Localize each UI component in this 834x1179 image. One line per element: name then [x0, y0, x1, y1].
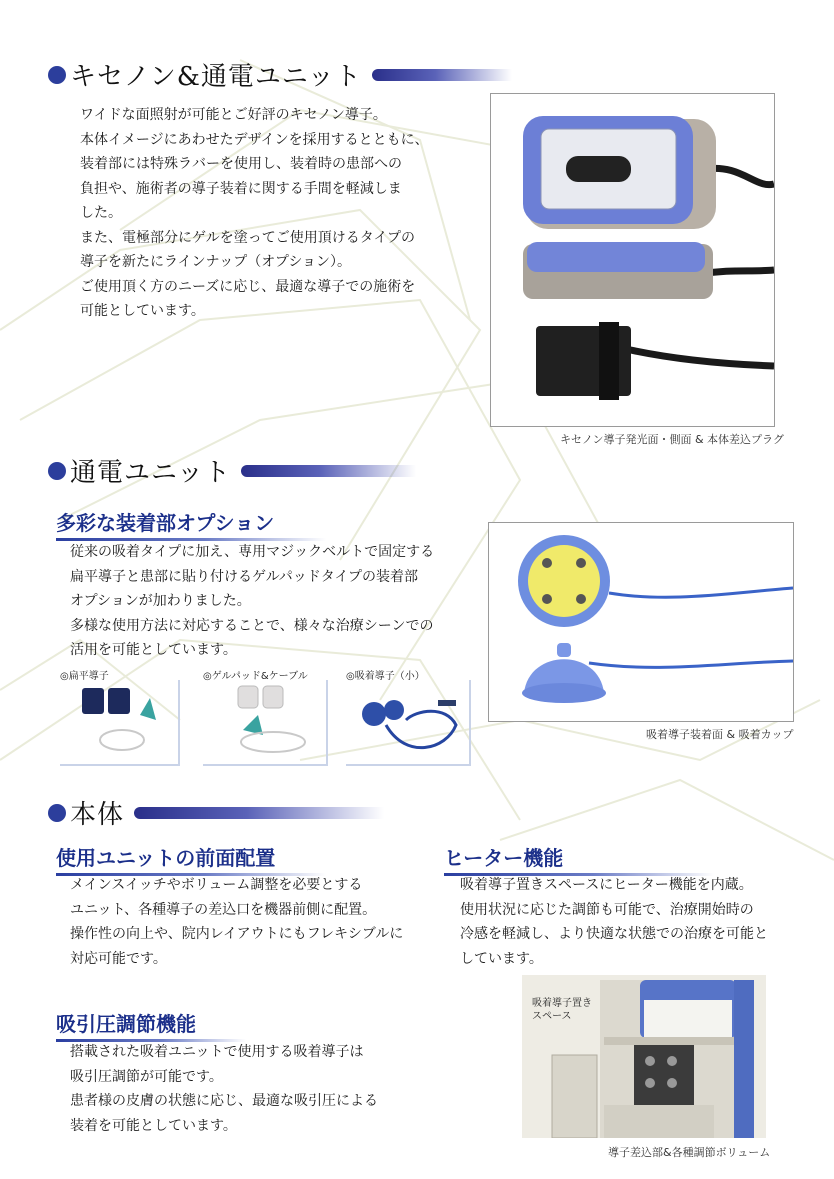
suction-subtitle: 吸引圧調節機能 [56, 1012, 196, 1036]
paragraph-line: 負担や、施術者の導子装着に関する手間を軽減しま [80, 180, 402, 197]
section-title-bar [134, 807, 384, 819]
option-label-gelpad: ◎ゲルパッド&ケーブル [203, 671, 308, 682]
current-section-header [48, 452, 416, 489]
front-description [70, 873, 430, 971]
option-gelpad-photo [203, 680, 328, 766]
xenon-section-title: キセノン&通電ユニット [70, 62, 362, 92]
options-description [70, 540, 470, 663]
paragraph-line: 導子を新たにラインナップ（オプション）。 [80, 254, 352, 270]
suction-photo-caption: 吸着導子装着面 & 吸着カップ [646, 728, 794, 741]
option-flat-photo [60, 680, 180, 766]
section-bullet-icon [48, 66, 66, 84]
heater-subheader [444, 842, 714, 876]
section-title-bar [241, 465, 416, 477]
paragraph-line: 扁平導子と患部に貼り付けるゲルパッドタイプの装着部 [70, 568, 419, 585]
paragraph-line: また、電極部分にゲルを塗ってご使用頂けるタイプの [80, 229, 416, 246]
paragraph-line: 吸着導子置きスペースにヒーター機能を内蔵。 [460, 877, 753, 893]
suction-cup-photo [488, 522, 794, 722]
paragraph-line: 装着部には特殊ラバーを使用し、装着時の患部への [80, 156, 402, 172]
options-subheader [56, 507, 326, 541]
machine-photo [522, 975, 766, 1138]
body-section-title: 本体 [70, 800, 125, 830]
paragraph-line: しています。 [460, 950, 543, 967]
paragraph-line: ワイドな面照射が可能とご好評のキセノン導子。 [80, 107, 387, 123]
machine-photo-caption: 導子差込部&各種調節ボリューム [608, 1146, 771, 1159]
option-label-suction: ◎吸着導子（小） [346, 671, 425, 682]
options-subtitle: 多彩な装着部オプション [56, 511, 275, 535]
heater-description [460, 873, 820, 971]
paragraph-line: 冷感を軽減し、より快適な状態での治療を可能と [460, 926, 768, 942]
paragraph-line: した。 [80, 205, 122, 221]
paragraph-line: 多様な使用方法に対応することで、様々な治療シーンでの [70, 617, 434, 634]
paragraph-line: 操作性の向上や、院内レイアウトにもフレキシブルに [70, 926, 404, 942]
current-section-title: 通電ユニット [70, 458, 231, 488]
option-suction-photo [346, 680, 471, 766]
paragraph-line: 活用を可能としています。 [70, 642, 237, 658]
paragraph-line: メインスイッチやボリューム調整を必要とする [70, 877, 363, 893]
paragraph-line: 装着を可能としています。 [70, 1117, 237, 1134]
suction-subheader [56, 1008, 246, 1042]
paragraph-line: ユニット、各種導子の差込口を機器前側に配置。 [70, 901, 377, 918]
section-bullet-icon [48, 804, 66, 822]
xenon-probe-photo [490, 93, 775, 427]
paragraph-line: 吸引圧調節が可能です。 [70, 1068, 223, 1085]
section-title-bar [372, 69, 512, 81]
heater-subtitle: ヒーター機能 [444, 846, 564, 870]
option-label-flat: ◎扁平導子 [60, 671, 109, 682]
paragraph-line: ご使用頂く方のニーズに応じ、最適な導子での施術を [80, 278, 416, 295]
paragraph-line: 搭載された吸着ユニットで使用する吸着導子は [70, 1044, 364, 1060]
section-bullet-icon [48, 462, 66, 480]
suction-description [70, 1040, 430, 1138]
xenon-description [80, 103, 460, 324]
front-subheader [56, 842, 326, 876]
paragraph-line: 従来の吸着タイプに加え、専用マジックベルトで固定する [70, 544, 435, 560]
paragraph-line: 可能としています。 [80, 303, 205, 319]
paragraph-line: 使用状況に応じた調節も可能で、治療開始時の [460, 901, 754, 918]
paragraph-line: 患者様の皮膚の状態に応じ、最適な吸引圧による [70, 1093, 378, 1109]
body-section-header [48, 794, 384, 831]
paragraph-line: オプションが加わりました。 [70, 593, 251, 609]
paragraph-line: 本体イメージにあわせたデザインを採用するとともに、 [80, 131, 429, 148]
xenon-photo-caption: キセノン導子発光面・側面 & 本体差込プラグ [560, 433, 785, 446]
paragraph-line: 対応可能です。 [70, 950, 167, 967]
heater-space-label: 吸着導子置き スペース [532, 998, 592, 1022]
front-subtitle: 使用ユニットの前面配置 [56, 846, 276, 870]
xenon-section-header [48, 56, 512, 93]
